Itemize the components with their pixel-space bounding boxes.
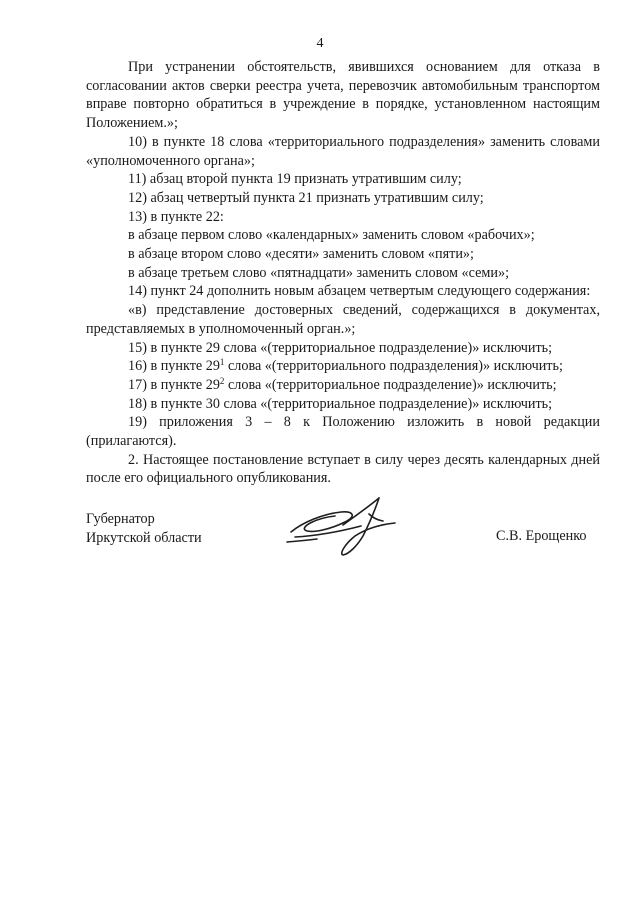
item-16-superscript: 1 xyxy=(219,357,225,368)
paragraph-item-13-second: в абзаце втором слово «десяти» заменить словом «пяти»; xyxy=(128,246,474,263)
page-number: 4 xyxy=(316,36,324,51)
paragraph-item-11: 11) абзац второй пункта 19 признать утратившим силу; xyxy=(128,171,462,188)
handwritten-signature xyxy=(283,492,413,562)
paragraph-item-13-third: в абзаце третьем слово «пятнадцати» заменить словом «семи»; xyxy=(128,264,510,281)
item-16-text-end: слова «(территориального подразделения)» исключить; xyxy=(224,358,563,375)
item-16-text-start: 16) в пункте 29 xyxy=(128,358,220,375)
signatory-position-line-1: Губернатор xyxy=(86,511,155,527)
paragraph-item-13-first: в абзаце первом слово «календарных» заменить словом «рабочих»; xyxy=(128,227,535,244)
paragraph-item-16 xyxy=(86,357,600,376)
paragraph-item-14-quote: «в) представление достоверных сведений, содержащихся в документах, представляемых в уполномоченный орган.»; xyxy=(86,302,600,337)
item-17-text-start: 17) в пункте 29 xyxy=(128,376,220,393)
paragraph-item-19: 19) приложения 3 – 8 к Положению изложить в новой редакции (прилагаются). xyxy=(86,414,600,450)
item-17-text-end: слова «(территориальное подразделение)» исключить; xyxy=(224,376,557,393)
signatory-position-line-2: Иркутской области xyxy=(86,529,202,546)
signatory-position xyxy=(86,510,202,547)
signatory-name: С.В. Ерощенко xyxy=(496,528,587,544)
paragraph-point-2: 2. Настоящее постановление вступает в силу через десять календарных дней после его официального опубликования. xyxy=(86,451,600,487)
paragraph-item-14: 14) пункт 24 дополнить новым абзацем четвертым следующего содержания: xyxy=(128,283,591,300)
paragraph-item-10: 10) в пункте 18 слова «территориального подразделения» заменить словами «уполномоченного органа»; xyxy=(86,133,600,169)
paragraph-item-12: 12) абзац четвертый пункта 21 признать утратившим силу; xyxy=(128,189,484,206)
document-body xyxy=(86,58,600,488)
paragraph-item-13: 13) в пункте 22: xyxy=(128,208,224,225)
paragraph-item-18: 18) в пункте 30 слова «(территориальное подразделение)» исключить; xyxy=(128,395,553,412)
paragraph-item-15: 15) в пункте 29 слова «(территориальное подразделение)» исключить; xyxy=(128,339,553,356)
paragraph-item-17 xyxy=(86,376,600,395)
item-17-superscript: 2 xyxy=(219,375,225,386)
paragraph-prev-point-end: При устранении обстоятельств, явившихся основанием для отказа в согласовании актов сверки реестра учета, перевозчик автомобильным транспортом вправе повторно обратиться в учреждение в порядке, установленном настоящим Положением.»; xyxy=(86,59,600,132)
